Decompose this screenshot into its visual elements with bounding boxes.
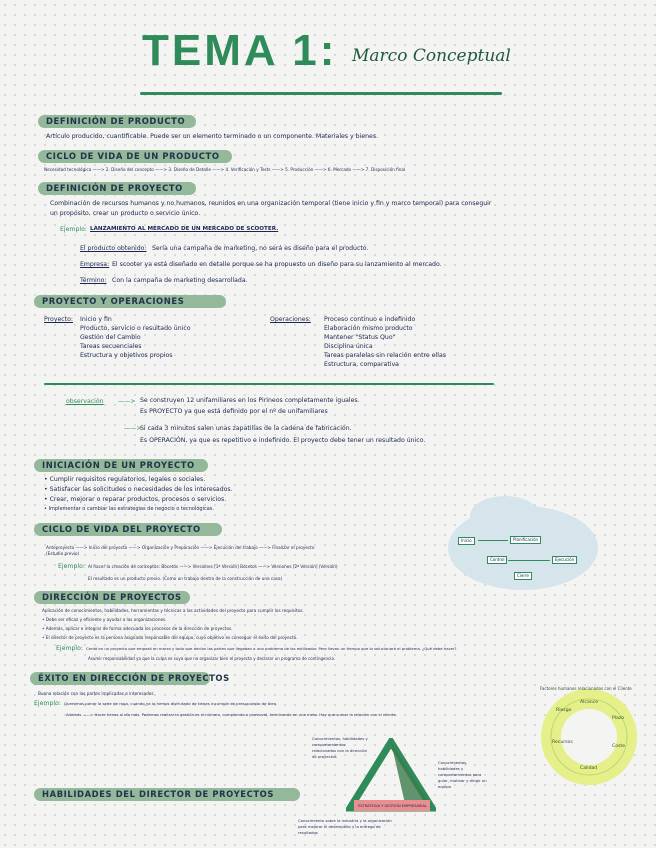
operaciones-item-4: Disciplina única bbox=[324, 343, 373, 350]
ciclo-proyecto-flow-note: (Estudio previo) bbox=[46, 551, 80, 556]
page-subtitle: Marco Conceptual bbox=[352, 46, 511, 66]
observacion-arrow-2: ——> bbox=[124, 425, 142, 432]
iniciacion-item-4: • Implementar o cambiar las estrategias de negocio o tecnológicas. bbox=[44, 506, 214, 512]
iniciacion-item-1: • Cumplir requisitos regulatorios, legales o sociales. bbox=[44, 476, 206, 483]
empresa-label: Empresa: bbox=[80, 261, 110, 268]
ring-inner bbox=[561, 709, 617, 765]
iniciacion-item-2: • Satisfacer las solicitudes o necesidades de los interesados. bbox=[44, 486, 233, 493]
operaciones-item-5: Tareas paralelas sin relación entre ellas bbox=[324, 352, 446, 359]
ciclo-proyecto-ejemplo-a: Al hacer la creación de conceptos: Bocetos ——> Versiones [1ª Versión] Bocetos ——> Versiones [2ª Versión] (Versión) bbox=[88, 564, 338, 569]
operaciones-item-2: Elaboración mismo producto bbox=[324, 325, 413, 332]
observacion-1a: Se construyen 12 unifamiliares en los Pirineos completamente iguales. bbox=[140, 397, 360, 404]
def-proyecto-ejemplo-text: LANZAMIENTO AL MERCADO DE UN MERCADO DE SCOOTER. bbox=[90, 226, 279, 232]
box-control: Control bbox=[487, 556, 507, 564]
iniciacion-item-3: • Crear, mejorar o reparar productos, procesos o servicios. bbox=[44, 496, 227, 503]
cloud-arrow-2 bbox=[508, 560, 550, 561]
header-habilidades: HABILIDADES DEL DIRECTOR DE PROYECTOS bbox=[34, 788, 300, 801]
proyecto-label: Proyecto: bbox=[44, 316, 73, 323]
header-def-proyecto: DEFINICIÓN DE PROYECTO bbox=[38, 182, 196, 195]
proyecto-item-2: Producto, servicio o resultado único bbox=[80, 325, 191, 332]
header-direccion: DIRECCIÓN DE PROYECTOS bbox=[34, 591, 190, 604]
ring-label-plazo: Plazo bbox=[612, 716, 625, 721]
header-def-producto: DEFINICIÓN DE PRODUCTO bbox=[38, 115, 196, 128]
direccion-item-4: • El director de proyecto es la persona asignada responsable del equipo, cuyo objetivo es conseguir el éxito del proyecto. bbox=[42, 635, 298, 640]
box-inicio: Inicio bbox=[458, 537, 475, 545]
observacion-label: observación bbox=[66, 398, 104, 405]
exito-ejemplo-b: Además ——> Hacer tienes al día más. Podemos realizar la gestión es el número, cumpliendo o promovió, terminando en una meta. Hay que sumar la relación con el cliente. bbox=[66, 712, 397, 717]
direccion-ejemplo-label: Ejemplo: bbox=[56, 645, 83, 652]
producto-obtenido-label: El producto obtenido: bbox=[80, 245, 147, 252]
ring-label-alcance: Alcance bbox=[580, 700, 599, 705]
ciclo-proyecto-ejemplo-b: El resultado es un producto previo. (Como un trabajo dentro de la construcción de una casa) bbox=[88, 576, 283, 581]
proyecto-item-1: Inicio y fin bbox=[80, 316, 112, 323]
operaciones-item-1: Proceso continuo e indefinido bbox=[324, 316, 416, 323]
termino-label: Término: bbox=[80, 277, 107, 284]
box-planificacion: Planificación bbox=[510, 536, 541, 544]
termino-text: Con la campaña de marketing desarrollada. bbox=[112, 277, 248, 284]
page-title: TEMA 1: bbox=[142, 26, 338, 75]
ring-label-calidad: Calidad bbox=[580, 766, 598, 771]
process-cloud-top bbox=[470, 496, 540, 536]
def-producto-text: Artículo producido, cuantificable. Puede ser un elemento terminado o un componente. Materiales y bienes. bbox=[46, 133, 379, 140]
header-ciclo-producto: CICLO DE VIDA DE UN PRODUCTO bbox=[38, 150, 232, 163]
header-exito: ÉXITO EN DIRECCIÓN DE PROYECTOS bbox=[30, 672, 210, 685]
exito-text: Buena relación con las partes implicadas e interesados bbox=[38, 691, 154, 696]
def-proyecto-ejemplo-label: Ejemplo: bbox=[60, 226, 87, 233]
def-proyecto-line2: un propósito, crear un producto o servicio único. bbox=[50, 210, 201, 217]
header-proyecto-operaciones: PROYECTO Y OPERACIONES bbox=[34, 295, 226, 308]
skills-note-right: Conocimientos, habilidades y comportamientos para guiar, motivar y dirigir un equipo bbox=[438, 760, 487, 789]
box-ejecucion: Ejecución bbox=[552, 556, 577, 564]
operaciones-item-6: Estructura, comparativa bbox=[324, 361, 399, 368]
proyecto-item-5: Estructura y objetivos propios bbox=[80, 352, 173, 359]
title-underline bbox=[140, 92, 502, 95]
ring-label-recursos: Recursos bbox=[552, 740, 573, 745]
cloud-arrow-1 bbox=[478, 540, 508, 541]
box-cierre: Cierre bbox=[514, 572, 532, 580]
operaciones-item-3: Mantener "Status Quo" bbox=[324, 334, 396, 341]
observacion-2b: Es OPERACIÓN, ya que es repetitivo e indefinido. El proyecto debe tener un resultado único. bbox=[140, 437, 426, 444]
ring-title: Factores humanos relacionados con el Cliente bbox=[540, 686, 632, 691]
skills-note-top: Conocimientos, habilidades y comportamientos relacionados con la dirección de proyectos bbox=[312, 736, 368, 759]
observacion-2a: Si cada 3 minutos salen unas zapatillas de la cadena de fabricación. bbox=[140, 425, 352, 432]
direccion-ejemplo-a: Cerdá en un proyecto que empezó en marzo y todo que decían las partes que llegaban a uno problema de las estilizador. Pero llevan un tiempo que lo solucionará el problema. ¿Qué debe hacer? bbox=[86, 646, 457, 651]
header-ciclo-proyecto: CICLO DE VIDA DEL PROYECTO bbox=[34, 523, 222, 536]
observacion-divider bbox=[44, 383, 494, 385]
producto-obtenido-text: Sería una campaña de marketing, no será es diseño para el producto. bbox=[152, 245, 369, 252]
ciclo-producto-flow: Necesidad tecnológica ——> 2. Diseño del concepto ——> 3. Diseño de Detalle ——> 4. Verificación y Tests ——> 5. Producción ——> 6. Mercado ——> 7. Disposición final bbox=[44, 167, 406, 172]
direccion-ejemplo-b: Asumir responsabilidad ya que la culpa es suya que no organizar bien el proyecto y declarar un programa de contingencia. bbox=[88, 656, 336, 661]
proyecto-item-3: Gestión del Cambio bbox=[80, 334, 141, 341]
def-proyecto-line1: Combinación de recursos humanos y no humanos, reunidos en una organización temporal (tiene inicio y fin y marco temporal) para conseguir bbox=[50, 200, 492, 207]
direccion-item-1: Aplicación de conocimientos, habilidades, herramientas y técnicas a las actividades del proyecto para cumplir los requisitos. bbox=[42, 608, 304, 613]
observacion-arrow-1: ——> bbox=[118, 398, 136, 405]
ciclo-proyecto-ejemplo-label: Ejemplo: bbox=[58, 563, 85, 570]
empresa-text: El scooter ya está diseñado en detalle porque se ha propuesto un diseño para su lanzamiento al mercado. bbox=[112, 261, 442, 268]
ring-label-riesgo: Riesgo bbox=[556, 708, 572, 713]
direccion-item-2: • Debe ser eficaz y eficiente y ayudar a las organizaciones. bbox=[42, 617, 167, 622]
triangle-base-label: ESTRATEGIA Y GESTIÓN EMPRESARIAL bbox=[358, 804, 427, 808]
exito-ejemplo-label: Ejemplo: bbox=[34, 700, 61, 707]
header-iniciacion: INICIACIÓN DE UN PROYECTO bbox=[34, 459, 208, 472]
direccion-item-3: • Además, aplicar e integrar de forma adecuada los procesos de la dirección de proyectos. bbox=[42, 626, 233, 631]
observacion-1b: Es PROYECTO ya que está definido por el nº de unifamiliares bbox=[140, 408, 328, 415]
ring-label-coste: Coste bbox=[612, 744, 626, 749]
exito-ejemplo-a: Queremos poner la sede de ropa, cuando ya lo hemos disfrutado de tienes incumple de presupuesto de bien. bbox=[64, 701, 278, 706]
ciclo-proyecto-flow: Anteproyecto ——> Inicio del proyecto ——> Organización y Preparación ——> Ejecución del trabajo ——> Finalizar el proyecto bbox=[46, 545, 315, 550]
operaciones-label: Operaciones: bbox=[270, 316, 311, 323]
skills-note-bottom: Conocimiento sobre la industria y la organización para mejorar el desempeño y la entrega de resultados bbox=[298, 818, 392, 835]
proyecto-item-4: Tareas secuenciales bbox=[80, 343, 142, 350]
factors-ring bbox=[534, 682, 644, 792]
